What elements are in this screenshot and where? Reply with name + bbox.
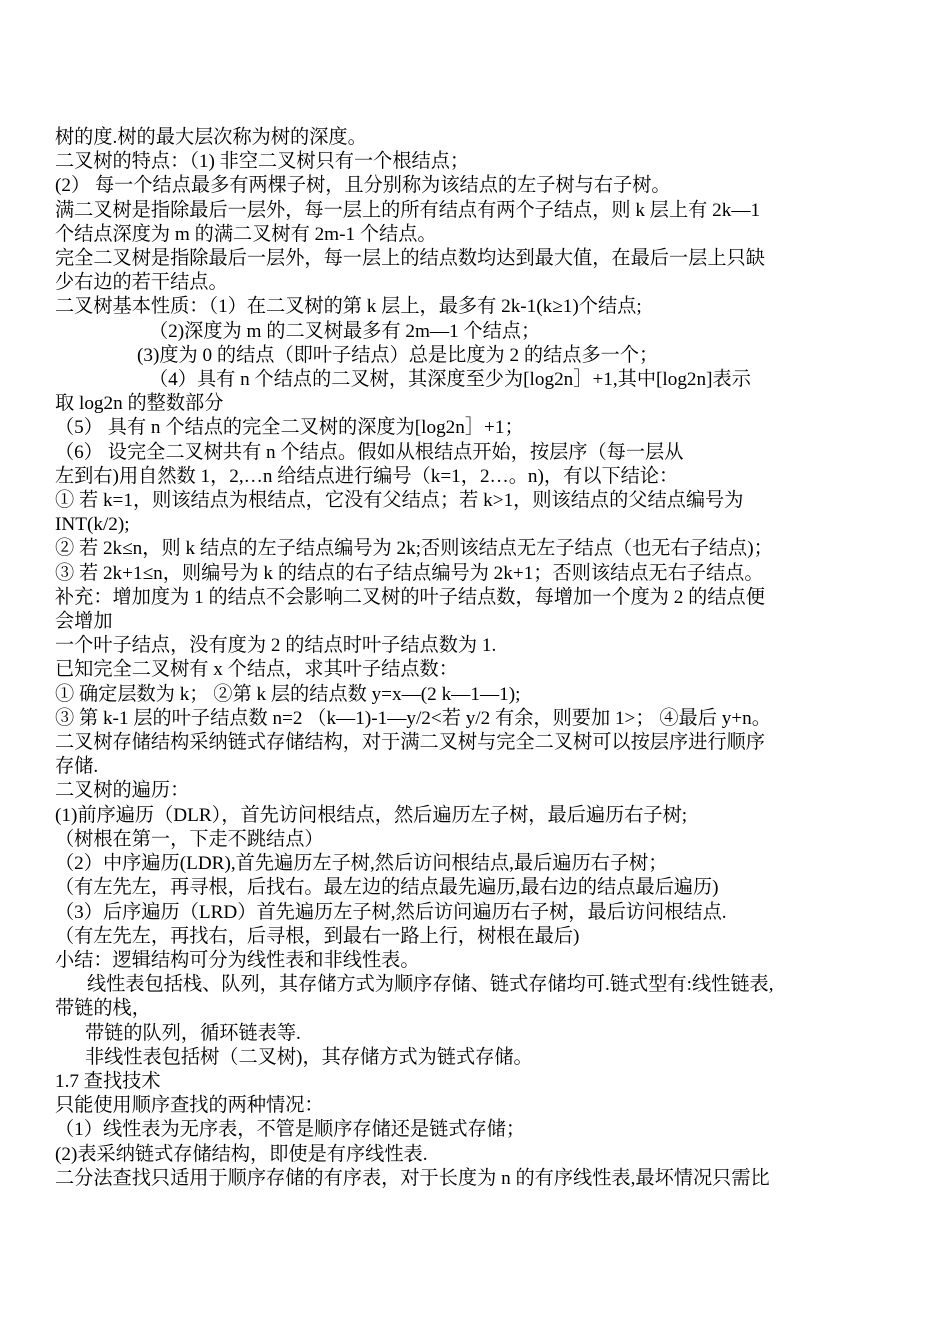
text-line: (3)度为 0 的结点（即叶子结点）总是比度为 2 的结点多一个； (137, 344, 659, 366)
text-line: 二叉树基本性质：（1）在二叉树的第 k 层上，最多有 2k-1(k≥1)个结点; (55, 296, 642, 318)
text-line: 满二叉树是指除最后一层外，每一层上的所有结点有两个子结点，则 k 层上有 2k—1 (55, 199, 761, 221)
text-line: ② 若 2k≤n，则 k 结点的左子结点编号为 2k;否则该结点无左子结点（也无右子结点)； (55, 538, 773, 560)
text-line: 会增加 (55, 611, 113, 633)
text-line: 个结点深度为 m 的满二叉树有 2m-1 个结点。 (55, 223, 437, 245)
text-line: 已知完全二叉树有 x 个结点，求其叶子结点数： (55, 659, 458, 681)
text-line: 二分法查找只适用于顺序存储的有序表，对于长度为 n 的有序线性表,最坏情况只需比 (55, 1167, 770, 1189)
text-line: (1)前序遍历（DLR），首先访问根结点，然后遍历左子树，最后遍历右子树; (55, 804, 688, 826)
text-line: 完全二叉树是指除最后一层外，每一层上的结点数均达到最大值，在最后一层上只缺 (55, 248, 765, 270)
section-heading: 1.7 查找技术 (55, 1070, 161, 1092)
text-line: 线性表包括栈、队列，其存储方式为顺序存储、链式存储均可.链式型有:线性链表, (87, 974, 774, 996)
text-line: 二叉树的特点：（1) 非空二叉树只有一个根结点； (55, 151, 470, 173)
document-body (55, 126, 900, 1191)
text-line: （树根在第一，下走不跳结点） (55, 828, 324, 850)
text-line: ① 若 k=1，则该结点为根结点，它没有父结点；若 k>1，则该结点的父结点编号为 (55, 490, 744, 512)
text-line: 非线性表包括树（二叉树)，其存储方式为链式存储。 (85, 1046, 533, 1068)
text-line: 小结：逻辑结构可分为线性表和非线性表。 (55, 949, 420, 971)
text-line: （2)深度为 m 的二叉树最多有 2m—1 个结点； (149, 320, 541, 342)
text-line: ③ 第 k-1 层的叶子结点数 n=2 （k—1)-1—y/2<若 y/2 有余，则要加 1>； ④最后 y+n。 (55, 707, 771, 729)
text-line: （1）线性表为无序表，不管是顺序存储还是链式存储； (55, 1119, 526, 1141)
text-line: 只能使用顺序查找的两种情况： (55, 1095, 324, 1117)
text-line: (2)表采纳链式存储结构，即使是有序线性表. (55, 1143, 428, 1165)
text-line: ① 确定层数为 k； ②第 k 层的结点数 y=x—(2 k—1—1); (55, 683, 521, 705)
text-line: 少右边的若干结点。 (55, 272, 228, 294)
text-line: 左到右)用自然数 1，2,…n 给结点进行编号（k=1，2…。n)，有以下结论： (55, 465, 679, 487)
text-line: (2） 每一个结点最多有两棵子树，且分别称为该结点的左子树与右子树。 (55, 175, 671, 197)
text-line: （有左先左，再寻根，后找右。最左边的结点最先遍历,最右边的结点最后遍历) (55, 877, 719, 899)
text-line: 一个叶子结点，没有度为 2 的结点时叶子结点数为 1. (55, 635, 497, 657)
text-line: ③ 若 2k+1≤n，则编号为 k 的结点的右子结点编号为 2k+1；否则该结点无右子结点。 (55, 562, 764, 584)
text-line: 带链的队列，循环链表等. (85, 1022, 301, 1044)
text-line: 取 log2n 的整数部分 (55, 393, 224, 415)
text-line: 带链的栈， (55, 998, 151, 1020)
text-line: （6） 设完全二叉树共有 n 个结点。假如从根结点开始，按层序（每一层从 (55, 441, 684, 463)
text-line: 树的度.树的最大层次称为树的深度。 (55, 127, 367, 148)
text-line: 存储. (55, 756, 99, 778)
text-line: （3）后序遍历（LRD）首先遍历左子树,然后访问遍历右子树，最后访问根结点. (55, 901, 727, 923)
text-line: （5） 具有 n 个结点的完全二叉树的深度为[log2n］+1； (55, 417, 524, 439)
text-line: （有左先左，再找右，后寻根，到最右一路上行，树根在最后) (55, 925, 580, 947)
text-line: INT(k/2); (55, 514, 130, 536)
text-line: （4）具有 n 个结点的二叉树，其深度至少为[log2n］+1,其中[log2n]表示 (149, 369, 751, 391)
text-line: （2）中序遍历(LDR),首先遍历左子树,然后访问根结点,最后遍历右子树； (55, 853, 668, 875)
text-line: 二叉树的遍历： (55, 780, 190, 802)
text-line: 补充：增加度为 1 的结点不会影响二叉树的叶子结点数，每增加一个度为 2 的结点便 (55, 586, 765, 608)
text-line: 二叉树存储结构采纳链式存储结构，对于满二叉树与完全二叉树可以按层序进行顺序 (55, 732, 765, 754)
